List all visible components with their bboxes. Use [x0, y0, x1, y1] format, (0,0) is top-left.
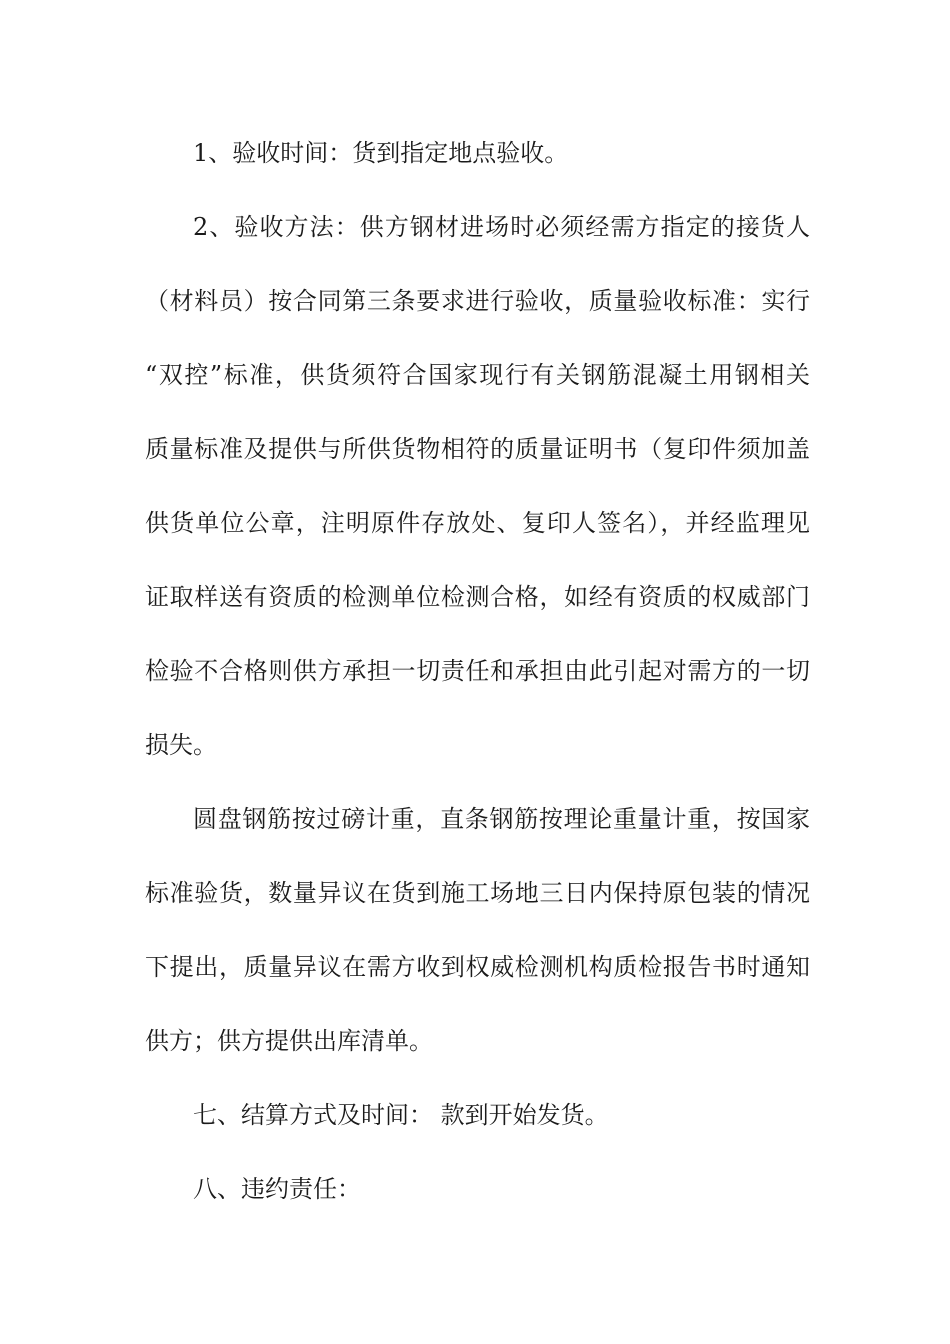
paragraph-line: （材料员）按合同第三条要求进行验收，质量验收标准：实行 [145, 287, 810, 315]
paragraph-line: 标准验货，数量异议在货到施工场地三日内保持原包装的情况 [145, 879, 810, 907]
paragraph-line: 供货单位公章，注明原件存放处、复印人签名），并经监理见 [145, 509, 810, 537]
breach-heading: 八、违约责任： [193, 1175, 361, 1203]
paragraph-line: 下提出，质量异议在需方收到权威检测机构质检报告书时通知 [145, 953, 810, 981]
settlement-heading: 七、结算方式及时间： 款到开始发货。 [193, 1101, 609, 1129]
weighing-paragraph-line: 圆盘钢筋按过磅计重，直条钢筋按理论重量计重，按国家 [193, 805, 810, 833]
paragraph-line: 证取样送有资质的检测单位检测合格，如经有资质的权威部门 [145, 583, 810, 611]
paragraph-line: “双控”标准，供货须符合国家现行有关钢筋混凝土用钢相关 [145, 361, 810, 389]
paragraph-line: 检验不合格则供方承担一切责任和承担由此引起对需方的一切 [145, 657, 810, 685]
acceptance-time-line: 1、验收时间：货到指定地点验收。 [193, 139, 569, 167]
acceptance-method-line: 2、验收方法：供方钢材进场时必须经需方指定的接货人 [193, 213, 810, 241]
paragraph-line: 质量标准及提供与所供货物相符的质量证明书（复印件须加盖 [145, 435, 810, 463]
paragraph-line: 损失。 [145, 731, 217, 759]
paragraph-line: 供方；供方提供出库清单。 [145, 1027, 433, 1055]
